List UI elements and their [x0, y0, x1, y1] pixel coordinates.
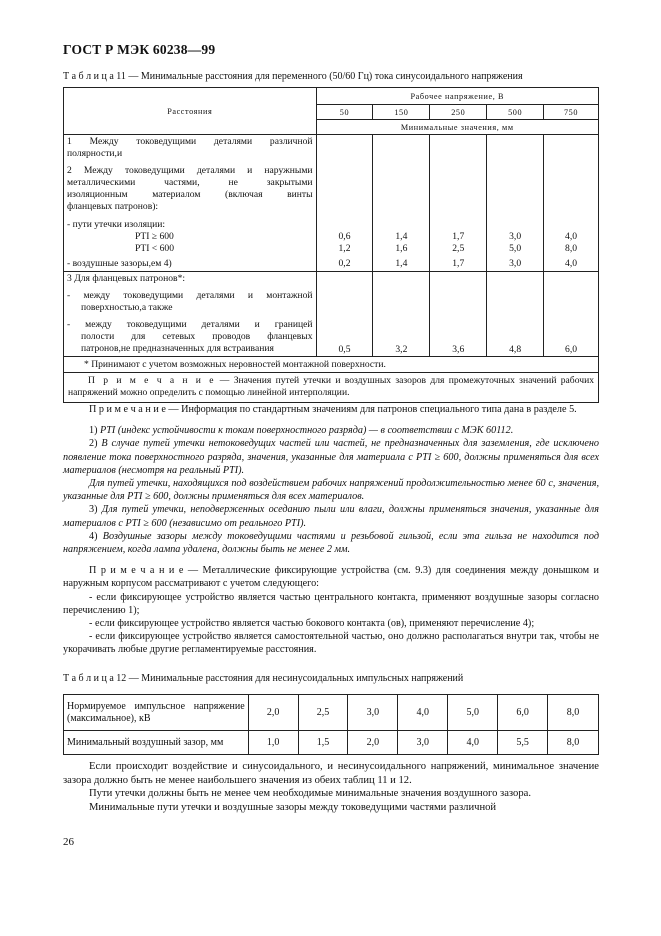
- item2: 2) В случае путей утечки нетоковедущих частей или частей, не предназначенных для заземления, где исключено появление тока поверхностного разряда, значения, указанные для материала с PTI ≥ 600, должны применяться для всех материалов (несмотря на реальный PTI).: [63, 438, 599, 476]
- row4-value: 4,0: [565, 258, 578, 269]
- values-col-250: [430, 135, 487, 272]
- row4-value: 0,2: [338, 258, 351, 269]
- table12-row2-value: 3,0: [398, 731, 448, 755]
- table12-row1-value: 2,5: [298, 695, 348, 731]
- row4-value: 3,0: [509, 258, 522, 269]
- document-header: ГОСТ Р МЭК 60238—99: [63, 42, 216, 57]
- table12-caption-text: — Минимальные расстояния для несинусоидальных импульсных напряжений: [126, 673, 464, 684]
- table12-row2-value: 1,5: [298, 731, 348, 755]
- row3-value-low: 5,0: [509, 243, 522, 254]
- row5-value-50: 0,5: [316, 272, 373, 357]
- body-text: [63, 403, 599, 657]
- body-note1-label: П р и м е ч а н и е: [89, 404, 166, 415]
- table11-caption-text: — Минимальные расстояния для переменного (50/60 Гц) тока синусоидального напряжения: [125, 71, 523, 82]
- row5-sub2-line1: - между токоведущими деталями и границей: [67, 319, 313, 330]
- table12-row2-value: 1,0: [248, 731, 298, 755]
- table12-caption: [63, 673, 463, 684]
- row5-value-150: 3,2: [373, 272, 430, 357]
- table12-row1-value: 2,0: [248, 695, 298, 731]
- row3-pti-low: PTI < 600: [135, 243, 174, 254]
- row2-line2: металлическими частями, не закрытыми: [67, 177, 313, 188]
- values-col-150: [373, 135, 430, 272]
- table12-row2-label: Минимальный воздушный зазор, мм: [64, 731, 249, 755]
- body-note2-bullet1: - если фиксирующее устройство является частью центрального контакта, применяют воздушные зазоры согласно перечислению 1);: [63, 591, 599, 616]
- row4-label: - воздушные зазоры,ем 4): [67, 258, 172, 269]
- col-header-voltage: Рабочее напряжение, В: [316, 88, 598, 105]
- section-3-cell: [64, 272, 317, 357]
- table12-row2-value: 2,0: [348, 731, 398, 755]
- row5-sub2-line2: полости для сетевых проводов фланцевых: [81, 331, 313, 342]
- item2b: Для путей утечки, находящихся под воздействием рабочих напряжений продолжительностью менее 60 с, значения, указанные для PTI ≥ 600, должны применяться для всех материалов.: [63, 478, 599, 503]
- voltage-500: 500: [487, 105, 544, 120]
- voltage-750: 750: [544, 105, 599, 120]
- table11-footnote: * Принимают с учетом возможных неровностей монтажной поверхности.: [64, 357, 599, 373]
- values-col-750: [544, 135, 599, 272]
- values-col-50: [316, 135, 373, 272]
- row5-value-500: 4,8: [487, 272, 544, 357]
- table11-caption-label: Т а б л и ц а 11: [63, 71, 126, 82]
- table12-row2-value: 8,0: [548, 731, 599, 755]
- row4-value: 1,4: [395, 258, 408, 269]
- table12-row1-value: 4,0: [398, 695, 448, 731]
- table11-note: [64, 373, 599, 403]
- table11-note-text: — Значения путей утечки и воздушных зазоров для промежуточных значений рабочих напряжений можно определить с помощью линейной интерполяции.: [68, 375, 594, 398]
- table12-row1-label: Нормируемое импульсное напряжение (максимальное), кВ: [64, 695, 249, 731]
- row3-value-low: 1,6: [395, 243, 408, 254]
- body-note2: [63, 564, 599, 590]
- row3-value-low: 8,0: [565, 243, 578, 254]
- values-col-500: [487, 135, 544, 272]
- body-note2-label: П р и м е ч а н и е: [89, 565, 184, 577]
- row1-line1: 1 Между токоведущими деталями различной: [67, 136, 313, 147]
- row2-line1: 2 Между токоведущими деталями и наружными: [67, 165, 313, 176]
- row3-value-high: 0,6: [338, 231, 351, 242]
- row3-value-high: 4,0: [565, 231, 578, 242]
- tail-para2: Пути утечки должны быть не менее чем необходимые минимальные значения воздушного зазора.: [89, 788, 531, 800]
- row5-sub1-line2: поверхностью,а также: [81, 302, 173, 313]
- row3-value-high: 3,0: [509, 231, 522, 242]
- item4: 4) Воздушные зазоры между токоведущими частями и резьбовой гильзой, если эта гильза не находится под напряжением, когда лампа удалена, должны быть не менее 2 мм.: [63, 530, 599, 556]
- table12-row1-value: 8,0: [548, 695, 599, 731]
- voltage-250: 250: [430, 105, 487, 120]
- row3-label: - пути утечки изоляции:: [67, 219, 166, 230]
- tail-para3: Минимальные пути утечки и воздушные зазоры между токоведущими частями различной: [89, 801, 497, 813]
- body-note2-bullet3: - если фиксирующее устройство является самостоятельной частью, оно должно располагаться внутри так, чтобы не укорачивать любые другие регламентируемые расстояния.: [63, 631, 599, 656]
- table12-row2-value: 4,0: [448, 731, 498, 755]
- col-header-distances: Расстояния: [64, 88, 317, 135]
- voltage-150: 150: [373, 105, 430, 120]
- row3-value-low: 1,2: [338, 243, 351, 254]
- table11: [63, 87, 599, 403]
- table12-row2-value: 5,5: [498, 731, 548, 755]
- voltage-50: 50: [316, 105, 373, 120]
- table11-note-label: П р и м е ч а н и е: [88, 375, 216, 386]
- tail-text: [63, 760, 599, 814]
- body-note2-text: — Металлические фиксирующие устройства (см. 9.3) для соединения между донышком и наружным корпусом рассматривают с учетом следующего:: [63, 565, 599, 590]
- row5-label: 3 Для фланцевых патронов*:: [67, 273, 186, 284]
- table11-caption: [63, 71, 523, 82]
- row3-value-high: 1,4: [395, 231, 408, 242]
- section-1-2-cell: [64, 135, 317, 272]
- row2-line4: фланцевых патронов):: [67, 201, 159, 212]
- table12-caption-label: Т а б л и ц а 12: [63, 673, 127, 684]
- item1: 1) PTI (индекс устойчивости к токам поверхностного разряда) — в соответствии с МЭК 60112.: [89, 425, 514, 437]
- item3: 3) Для путей утечки, неподверженных оседанию пыли или влаги, должны применяться значения, указанные для материалов с PTI ≥ 600 (независимо от реального PTI).: [63, 504, 599, 529]
- body-note1-text: — Информация по стандартным значениям для патронов специального типа дана в разделе 5.: [165, 404, 577, 415]
- body-note2-bullet2: - если фиксирующее устройство является частью бокового контакта (ов), применяют перечисление 4);: [89, 618, 535, 630]
- row5-sub2-line3: патронов,не предназначенных для встраивания: [81, 343, 274, 354]
- table12-row1-value: 6,0: [498, 695, 548, 731]
- body-note1: [63, 403, 599, 416]
- row5-sub1-line1: - между токоведущими деталями и монтажной: [67, 290, 313, 301]
- table12-row1-value: 3,0: [348, 695, 398, 731]
- row3-pti-high: PTI ≥ 600: [135, 231, 174, 242]
- row3-value-low: 2,5: [452, 243, 465, 254]
- tail-para1: Если происходит воздействие и синусоидального, и несинусоидального напряжений, минимальное значение зазора должно быть не менее наибольшего значения из обеих таблиц 11 и 12.: [63, 761, 599, 786]
- row3-value-high: 1,7: [452, 231, 465, 242]
- row5-value-250: 3,6: [430, 272, 487, 357]
- row1-line2: полярности,и: [67, 148, 123, 159]
- page-number: 26: [63, 836, 74, 848]
- table12: [63, 694, 599, 755]
- row2-line3: изоляционным материалом (включая винты: [67, 189, 313, 200]
- col-header-min: Минимальные значения, мм: [316, 120, 598, 135]
- row4-value: 1,7: [452, 258, 465, 269]
- row5-value-750: 6,0: [544, 272, 599, 357]
- table12-row1-value: 5,0: [448, 695, 498, 731]
